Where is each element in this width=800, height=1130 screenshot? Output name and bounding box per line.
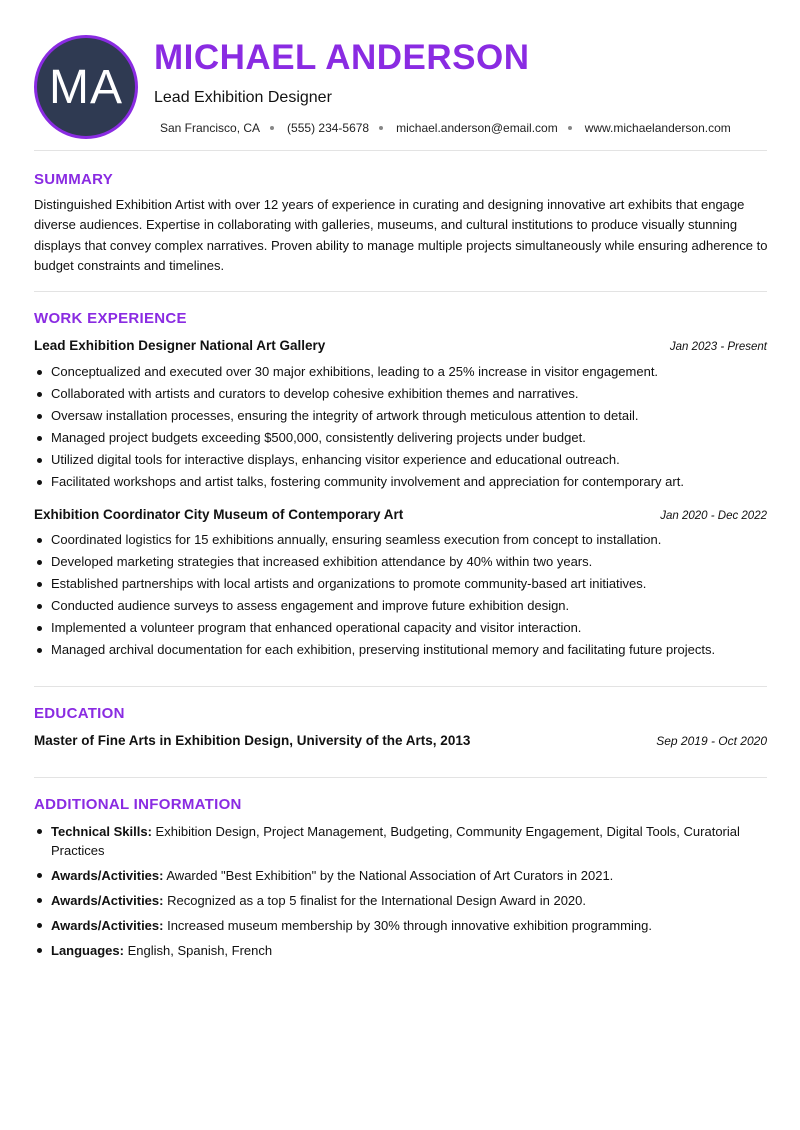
info-text: Exhibition Design, Project Management, Budgeting, Community Engagement, Digital Tools, Curatorial Practices	[51, 824, 740, 858]
education-degree: Master of Fine Arts in Exhibition Design, University of the Arts, 2013	[34, 733, 471, 748]
info-label: Technical Skills:	[51, 824, 152, 839]
list-item: Developed marketing strategies that increased exhibition attendance by 40% within two years.	[34, 551, 767, 573]
list-item: Oversaw installation processes, ensuring the integrity of artwork through meticulous attention to detail.	[34, 405, 767, 427]
separator-dot	[379, 126, 383, 130]
list-item: Managed project budgets exceeding $500,000, consistently delivering projects under budget.	[34, 427, 767, 449]
education-row	[34, 733, 767, 748]
job-date: Jan 2023 - Present	[669, 341, 767, 353]
list-item: Implemented a volunteer program that enhanced operational capacity and visitor interaction.	[34, 617, 767, 639]
job-header	[34, 507, 767, 522]
contact-location: San Francisco, CA	[160, 121, 261, 135]
list-item	[34, 941, 767, 960]
info-text: Awarded "Best Exhibition" by the National Association of Art Curators in 2021.	[166, 868, 614, 883]
info-text: English, Spanish, French	[127, 943, 273, 958]
job-header	[34, 338, 767, 353]
summary-text: Distinguished Exhibition Artist with over 12 years of experience in curating and designing innovative art exhibits that engage diverse audiences. Expertise in collaborating with galleries, museums, and cultural institutions to produce visually stunning displays that convey complex narratives. Proven ability to manage multiple projects simultaneously while ensuring adherence to budget constraints and timelines.	[34, 197, 768, 273]
divider	[34, 150, 767, 151]
job-title: Lead Exhibition Designer National Art Gallery	[34, 338, 326, 353]
list-item: Conducted audience surveys to assess engagement and improve future exhibition design.	[34, 595, 767, 617]
list-item: Established partnerships with local artists and organizations to promote community-based art initiatives.	[34, 573, 767, 595]
divider	[34, 686, 767, 687]
additional-info-heading: ADDITIONAL INFORMATION	[34, 796, 242, 813]
list-item: Conceptualized and executed over 30 major exhibitions, leading to a 25% increase in visitor engagement.	[34, 361, 767, 383]
education-date: Sep 2019 - Oct 2020	[656, 734, 767, 748]
candidate-name: MICHAEL ANDERSON	[154, 38, 530, 77]
separator-dot	[270, 126, 274, 130]
list-item	[34, 822, 767, 860]
work-experience-heading: WORK EXPERIENCE	[34, 310, 187, 327]
list-item: Utilized digital tools for interactive displays, enhancing visitor experience and educational outreach.	[34, 449, 767, 471]
list-item	[34, 916, 767, 935]
info-label: Languages:	[51, 943, 124, 958]
candidate-role: Lead Exhibition Designer	[154, 89, 332, 106]
list-item: Collaborated with artists and curators to develop cohesive exhibition themes and narratives.	[34, 383, 767, 405]
job-bullets	[34, 361, 767, 493]
additional-info-list	[34, 822, 767, 966]
list-item	[34, 866, 767, 885]
info-label: Awards/Activities:	[51, 893, 164, 908]
avatar	[34, 35, 138, 139]
divider	[34, 291, 767, 292]
list-item: Coordinated logistics for 15 exhibitions annually, ensuring seamless execution from concept to installation.	[34, 529, 767, 551]
info-label: Awards/Activities:	[51, 918, 164, 933]
contact-website[interactable]: www.michaelanderson.com	[584, 121, 731, 135]
job-title: Exhibition Coordinator City Museum of Contemporary Art	[34, 507, 404, 522]
info-text: Increased museum membership by 30% through innovative exhibition programming.	[167, 918, 652, 933]
contact-phone: (555) 234-5678	[287, 121, 370, 135]
info-label: Awards/Activities:	[51, 868, 164, 883]
list-item: Managed archival documentation for each exhibition, preserving institutional memory and facilitating future projects.	[34, 639, 767, 661]
job-date: Jan 2020 - Dec 2022	[660, 510, 767, 522]
contact-row	[160, 121, 731, 135]
divider	[34, 777, 767, 778]
job-bullets	[34, 529, 767, 661]
separator-dot	[568, 126, 572, 130]
education-heading: EDUCATION	[34, 705, 125, 722]
summary-heading: SUMMARY	[34, 171, 114, 188]
list-item: Facilitated workshops and artist talks, fostering community involvement and appreciation for contemporary art.	[34, 471, 767, 493]
avatar-initials: MA	[49, 60, 123, 114]
contact-email[interactable]: michael.anderson@email.com	[396, 121, 558, 135]
info-text: Recognized as a top 5 finalist for the International Design Award in 2020.	[167, 893, 587, 908]
list-item	[34, 891, 767, 910]
